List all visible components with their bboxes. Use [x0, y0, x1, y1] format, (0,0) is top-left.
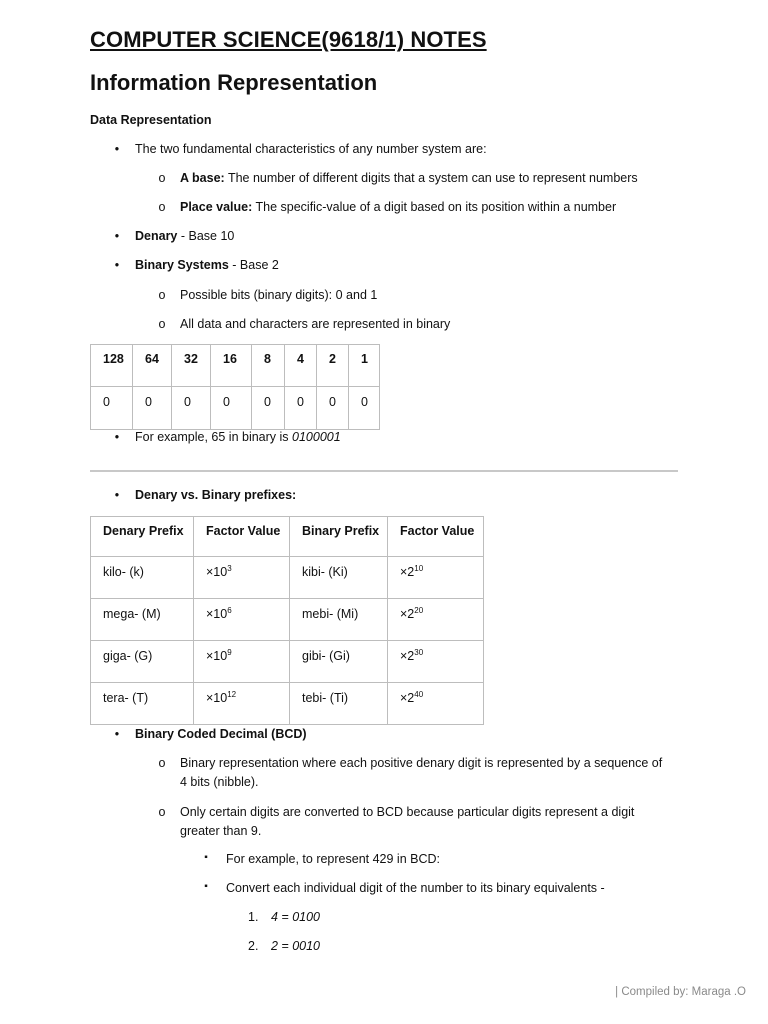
- table-row: [91, 599, 484, 641]
- denary-factor-cell: [194, 683, 290, 725]
- binary-place-value-table: [90, 344, 380, 430]
- table-row: [91, 641, 484, 683]
- header-cell: 32: [172, 345, 211, 387]
- header-cell: 1: [349, 345, 380, 387]
- example-value: 0100001: [292, 430, 341, 444]
- factor-base: ×2: [400, 691, 415, 705]
- table-row: [91, 387, 380, 430]
- bcd-note-line-2: greater than 9.: [180, 824, 262, 838]
- bullet-disc: •: [114, 142, 120, 156]
- header-cell: Denary Prefix: [91, 517, 194, 557]
- denary-prefix-cell: tera- (T): [91, 683, 194, 725]
- binary-factor-cell: [388, 599, 484, 641]
- horizontal-divider: [90, 470, 678, 472]
- factor-exponent: 9: [227, 647, 232, 657]
- factor-base: ×2: [400, 607, 415, 621]
- value-cell: 0: [252, 387, 285, 430]
- binary-text: - Base 2: [228, 258, 279, 272]
- value-cell: 0: [91, 387, 133, 430]
- denary-item: [135, 229, 234, 243]
- value-cell: 0: [285, 387, 317, 430]
- factor-base: ×10: [206, 691, 228, 705]
- bullet-circle: o: [158, 200, 166, 214]
- bullet-circle: o: [158, 805, 166, 819]
- denary-prefix-cell: mega- (M): [91, 599, 194, 641]
- header-cell: Factor Value: [194, 517, 290, 557]
- header-cell: 4: [285, 345, 317, 387]
- denary-factor-cell: [194, 599, 290, 641]
- value-cell: 0: [133, 387, 172, 430]
- bullet-circle: o: [158, 317, 166, 331]
- bits-text: Possible bits (binary digits): 0 and 1: [180, 288, 378, 302]
- table-header-row: [91, 345, 380, 387]
- denary-factor-cell: [194, 641, 290, 683]
- header-cell: Factor Value: [388, 517, 484, 557]
- binary-label: Binary Systems: [135, 258, 229, 272]
- step-number: 2.: [248, 939, 259, 953]
- factor-base: ×10: [206, 649, 228, 663]
- denary-prefix-cell: kilo- (k): [91, 557, 194, 599]
- header-cell: 8: [252, 345, 285, 387]
- factor-base: ×2: [400, 565, 415, 579]
- binary-prefix-cell: tebi- (Ti): [290, 683, 388, 725]
- factor-exponent: 6: [227, 605, 232, 615]
- value-cell: 0: [211, 387, 252, 430]
- footer-credit: | Compiled by: Maraga .O: [615, 986, 746, 998]
- bullet-disc: •: [114, 430, 120, 444]
- step-1-text: 4 = 0100: [271, 910, 321, 924]
- factor-exponent: 12: [227, 689, 237, 699]
- subsection-heading: Data Representation: [90, 113, 212, 127]
- header-cell: 64: [133, 345, 172, 387]
- example-text: For example, 65 in binary is: [135, 430, 293, 444]
- base-label: A base:: [180, 171, 225, 185]
- value-cell: 0: [317, 387, 349, 430]
- bullet-disc: •: [114, 727, 120, 741]
- binary-factor-cell: [388, 641, 484, 683]
- value-cell: 0: [172, 387, 211, 430]
- bullet-circle: o: [158, 756, 166, 770]
- bullet-disc: •: [114, 488, 120, 502]
- bcd-example-text: For example, to represent 429 in BCD:: [226, 852, 440, 866]
- bcd-convert-text: Convert each individual digit of the number to its binary equivalents -: [226, 881, 605, 895]
- bcd-note-line-1: Only certain digits are converted to BCD because particular digits represent a digit: [180, 805, 635, 819]
- factor-exponent: 20: [414, 605, 424, 615]
- base-item: [180, 171, 638, 185]
- factor-exponent: 10: [414, 563, 424, 573]
- table-row: [91, 683, 484, 725]
- bullet-circle: o: [158, 171, 166, 185]
- factor-base: ×2: [400, 649, 415, 663]
- factor-exponent: 40: [414, 689, 424, 699]
- place-text: The specific-value of a digit based on its position within a number: [252, 200, 617, 214]
- header-cell: 128: [91, 345, 133, 387]
- header-cell: 16: [211, 345, 252, 387]
- prefixes-heading: Denary vs. Binary prefixes:: [135, 488, 297, 502]
- place-label: Place value:: [180, 200, 253, 214]
- table-row: [91, 557, 484, 599]
- section-heading: Information Representation: [90, 70, 378, 95]
- bullet-square: ▪: [204, 852, 208, 863]
- bullet-disc: •: [114, 258, 120, 272]
- prefix-table: [90, 516, 484, 725]
- binary-prefix-cell: gibi- (Gi): [290, 641, 388, 683]
- binary-prefix-cell: mebi- (Mi): [290, 599, 388, 641]
- denary-factor-cell: [194, 557, 290, 599]
- binary-item: [135, 258, 279, 272]
- binary-prefix-cell: kibi- (Ki): [290, 557, 388, 599]
- example-item: [135, 430, 341, 444]
- factor-exponent: 3: [227, 563, 232, 573]
- denary-label: Denary: [135, 229, 178, 243]
- step-number: 1.: [248, 910, 259, 924]
- bcd-definition-line-2: 4 bits (nibble).: [180, 775, 259, 789]
- header-cell: 2: [317, 345, 349, 387]
- intro-text: The two fundamental characteristics of any number system are:: [135, 142, 487, 156]
- base-text: The number of different digits that a system can use to represent numbers: [224, 171, 638, 185]
- page-title: COMPUTER SCIENCE(9618/1) NOTES: [90, 27, 487, 52]
- all-data-text: All data and characters are represented in binary: [180, 317, 451, 331]
- value-cell: 0: [349, 387, 380, 430]
- binary-factor-cell: [388, 683, 484, 725]
- binary-factor-cell: [388, 557, 484, 599]
- place-value-item: [180, 200, 616, 214]
- factor-exponent: 30: [414, 647, 424, 657]
- factor-base: ×10: [206, 607, 228, 621]
- step-2-text: 2 = 0010: [271, 939, 321, 953]
- bcd-definition-line-1: Binary representation where each positive denary digit is represented by a sequence of: [180, 756, 663, 770]
- bcd-heading: Binary Coded Decimal (BCD): [135, 727, 307, 741]
- bullet-disc: •: [114, 229, 120, 243]
- header-cell: Binary Prefix: [290, 517, 388, 557]
- table-header-row: [91, 517, 484, 557]
- bullet-circle: o: [158, 288, 166, 302]
- bullet-square: ▪: [204, 881, 208, 892]
- denary-prefix-cell: giga- (G): [91, 641, 194, 683]
- factor-base: ×10: [206, 565, 228, 579]
- denary-text: - Base 10: [177, 229, 235, 243]
